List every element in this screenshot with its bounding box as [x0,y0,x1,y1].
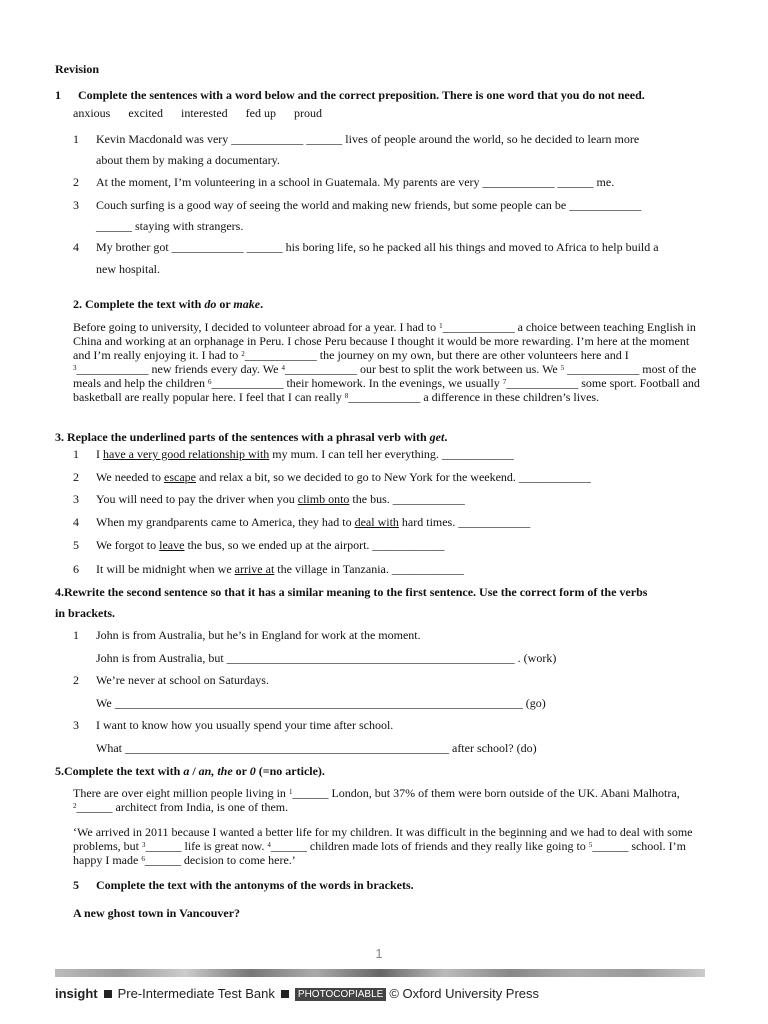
word-fed-up: fed up [245,106,276,120]
heading-get: get [429,430,445,444]
exercise-2-heading [73,297,263,311]
ex1-item-3-line-1: Couch surfing is a good way of seeing the world and making new friends, but some people can be ____________ [96,198,642,212]
exercise-3-heading [55,430,447,444]
brand-logo: insight [55,986,98,1001]
underlined-phrase: climb onto [297,492,350,506]
photocopiable-badge: PHOTOCOPIABLE [295,988,386,1001]
heading-text: 3. Replace the underlined parts of the sentences with a phrasal verb with [55,430,430,444]
ex1-item-1-line-2: about them by making a documentary. [96,153,280,167]
ex4-item-3-first: I want to know how you usually spend your time after school. [96,718,394,732]
square-bullet-icon [281,990,289,998]
ex3-item-5-number: 5 [73,538,79,552]
heading-do: do [204,297,217,311]
ex1-item-2-number: 2 [73,175,79,189]
ex3-item-3-number: 3 [73,492,79,506]
page-title: Revision [55,62,100,76]
heading-text: 2. Complete the text with [73,297,205,311]
book-title: Pre-Intermediate Test Bank [117,986,275,1001]
exercise-1-instruction: Complete the sentences with a word below and the correct preposition. There is one word that you do not need. [78,88,645,102]
ex4-item-1-number: 1 [73,628,79,642]
underlined-phrase: escape [164,470,196,484]
ex1-item-1-line-1: Kevin Macdonald was very ____________ ______ lives of people around the world, so he decided to learn more [96,132,640,146]
ex1-item-4-number: 4 [73,240,79,254]
footer-image-strip [55,969,705,977]
exercise-6-instruction: Complete the text with the antonyms of the words in brackets. [96,878,414,892]
heading-end: . [444,430,448,444]
ex3-item-4: When my grandparents came to America, they had to deal with hard times. ____________ [96,515,531,529]
ex3-item-5: We forgot to leave the bus, so we ended up at the airport. ____________ [96,538,445,552]
ex3-item-2: We needed to escape and relax a bit, so we decided to go to New York for the weekend. ____________ [96,470,591,484]
ex4-item-2-second: We ____________________________________________________________________ (go) [96,696,546,710]
exercise-6-subtitle: A new ghost town in Vancouver? [73,906,241,920]
ex4-item-3-second: What ______________________________________________________ after school? (do) [96,741,537,755]
word-excited: excited [128,106,163,120]
exercise-1-number: 1 [55,88,61,102]
ex4-item-3-number: 3 [73,718,79,732]
ex3-item-6-number: 6 [73,562,79,576]
publisher: © Oxford University Press [389,986,540,1001]
ex3-item-1-number: 1 [73,447,79,461]
ex3-item-4-number: 4 [73,515,79,529]
ex1-item-3-line-2: ______ staying with strangers. [96,219,244,233]
exercise-2-text: Before going to university, I decided to volunteer abroad for a year. I had to $^1$____________ a choice between teaching English in China and working at an orphanage in Peru. I chose Peru because I thought it would be more rewarding. I’m here at the moment and I’m really enjoying it. I had to $^2$____________ the journey on my own, but there are other volunteers here and I $^3$____________ new friends every day. We $^4$____________ our best to split the work between us. We $^5$ ____________ most of the meals and help the children $^6$____________ their homework. In the evenings, we usually $^7$____________ some sport. Football and basketball are really popular here. I feel that I can really $^8$____________ a difference in these children’s lives. [73,320,700,404]
ex3-item-6: It will be midnight when we arrive at the village in Tanzania. ____________ [96,562,464,576]
page-number: 1 [375,946,383,961]
ex1-item-4-line-2: new hospital. [96,262,160,276]
ex3-item-3: You will need to pay the driver when you climb onto the bus. ____________ [96,492,465,506]
underlined-phrase: have a very good relationship with [103,447,270,461]
word-anxious: anxious [73,106,111,120]
word-interested: interested [181,106,228,120]
ex1-item-4-line-1: My brother got ____________ ______ his boring life, so he packed all his things and moved to Africa to help build a [96,240,659,254]
ex1-item-3-number: 3 [73,198,79,212]
underlined-phrase: arrive at [234,562,275,576]
underlined-phrase: leave [159,538,185,552]
word-box [73,106,322,120]
heading-or: or [216,297,234,311]
heading-make: make [233,297,261,311]
exercise-4-heading-line-1: 4.Rewrite the second sentence so that it has a similar meaning to the first sentence. Use the correct form of the verbs [55,585,648,599]
ex4-item-1-first: John is from Australia, but he’s in England for work at the moment. [96,628,421,642]
ex4-item-1-second: John is from Australia, but ________________________________________________ . (work) [96,651,557,665]
exercise-5-paragraph-1: There are over eight million people living in $^1$______ London, but 37% of them were born outside of the UK. Abani Malhotra, $^2$______ architect from India, is one of them. [73,786,680,814]
ex4-item-2-first: We’re never at school on Saturdays. [96,673,269,687]
heading-end: . [260,297,264,311]
exercise-5-paragraph-2: ‘We arrived in 2011 because I wanted a better life for my children. It was difficult in the beginning and we had to deal with some problems, but $^3$______ life is great now. $^4$______ children made lots of friends and they really like going to $^5$______ school. I’m happy I made $^6$______ decision to come here.’ [73,825,693,867]
underlined-phrase: deal with [354,515,399,529]
exercise-4-heading-line-2: in brackets. [55,606,115,620]
footer [55,986,539,1001]
square-bullet-icon [104,990,112,998]
ex3-item-1: I have a very good relationship with my mum. I can tell her everything. ____________ [96,447,514,461]
ex3-item-2-number: 2 [73,470,79,484]
ex4-item-2-number: 2 [73,673,79,687]
word-proud: proud [293,106,322,120]
exercise-6-number: 5 [73,878,79,892]
ex1-item-2-line-1: At the moment, I’m volunteering in a school in Guatemala. My parents are very ____________ ______ me. [96,175,615,189]
exercise-5-heading: 5.Complete the text with a / an, the or 0 (=no article). [55,764,325,778]
ex1-item-1-number: 1 [73,132,79,146]
